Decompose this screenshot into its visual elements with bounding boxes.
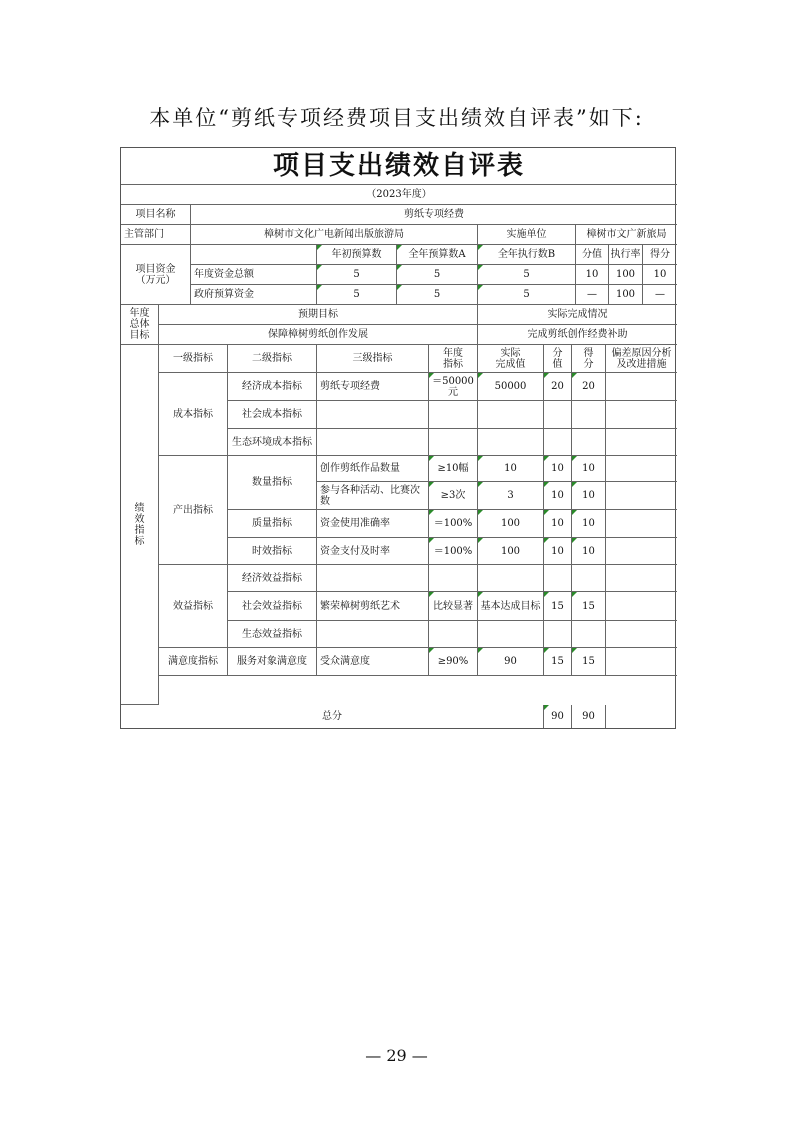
cell-corner-mark	[429, 456, 434, 461]
cell-corner-mark	[429, 510, 434, 515]
level2-indicator	[228, 510, 317, 538]
annual-target-text: ≥3次	[440, 490, 466, 501]
level2-indicator	[228, 429, 317, 456]
level3-indicator-text: 创作剪纸作品数量	[320, 463, 400, 474]
actual-value-text: 3	[507, 490, 514, 501]
level2-indicator-text: 服务对象满意度	[237, 656, 307, 667]
deviation-remark	[606, 621, 677, 648]
level1-indicator	[159, 648, 228, 676]
funds-row-value	[397, 285, 478, 305]
annual-target	[429, 648, 478, 676]
funds-header-0-text: 年初预算数	[331, 249, 382, 260]
funds-label	[121, 245, 191, 305]
funds-header-1	[397, 245, 478, 265]
actual-value-text: 50000	[494, 381, 527, 392]
indicator-header-0-text: 一级指标	[173, 353, 213, 364]
annual-target	[429, 482, 478, 510]
score-text: 10	[582, 545, 595, 557]
annual-target-text: 比较显著	[433, 600, 473, 612]
actual-label-text: 实际完成情况	[547, 309, 608, 320]
score	[572, 482, 606, 510]
table-year	[121, 185, 677, 205]
level2-indicator-text: 数量指标	[252, 477, 292, 488]
level1-indicator-text: 成本指标	[173, 408, 213, 420]
funds-header-0	[317, 245, 397, 265]
cell-corner-mark	[478, 510, 483, 515]
table-year-text: （2023年度）	[366, 189, 432, 200]
cell-corner-mark	[429, 482, 434, 487]
actual-value	[478, 429, 544, 456]
cell-corner-mark	[544, 456, 549, 461]
annual-target-text: ＝100%	[433, 545, 473, 557]
cell-corner-mark	[572, 510, 577, 515]
level1-indicator-text: 满意度指标	[168, 656, 218, 667]
funds-row-value	[643, 265, 677, 285]
deviation-remark	[606, 401, 677, 429]
level2-indicator	[228, 621, 317, 648]
goal-label-text: 年度 总体 目标	[129, 308, 150, 341]
level3-indicator	[317, 648, 429, 676]
actual-value-text: 完成剪纸创作经费补助	[527, 329, 628, 340]
funds-row-value-text: 5	[433, 269, 441, 280]
level3-indicator	[317, 373, 429, 401]
score	[572, 401, 606, 429]
funds-row-value-text: 100	[615, 269, 636, 280]
dept-label	[121, 225, 191, 245]
funds-row-value	[609, 265, 643, 285]
score	[572, 456, 606, 482]
actual-value-text: 基本达成目标	[480, 600, 541, 612]
score-value	[544, 565, 572, 592]
level3-indicator-text: 繁荣樟树剪纸艺术	[320, 600, 400, 612]
level3-indicator	[317, 482, 429, 510]
score	[572, 648, 606, 676]
level2-indicator	[228, 456, 317, 510]
annual-target-text: ＝100%	[433, 518, 473, 529]
cell-corner-mark	[544, 705, 549, 710]
level2-indicator	[228, 565, 317, 592]
score-value	[544, 592, 572, 621]
deviation-remark	[606, 538, 677, 565]
score	[572, 429, 606, 456]
cell-corner-mark	[317, 285, 322, 290]
level3-indicator	[317, 510, 429, 538]
total-label-text: 总分	[322, 711, 342, 722]
expected-label	[159, 305, 478, 325]
level3-indicator-text: 资金使用准确率	[320, 518, 390, 529]
actual-value	[478, 510, 544, 538]
annual-target	[429, 592, 478, 621]
score-value-text: 15	[551, 600, 564, 612]
cell-corner-mark	[478, 456, 483, 461]
level2-indicator-text: 社会效益指标	[242, 600, 302, 612]
score-value-text: 15	[551, 656, 564, 667]
project-name-value	[191, 205, 677, 225]
actual-label	[478, 305, 677, 325]
goal-label	[121, 305, 159, 345]
actual-value	[478, 538, 544, 565]
total-score	[572, 705, 606, 728]
annual-target	[429, 373, 478, 401]
dept-label-text: 主管部门	[124, 229, 164, 240]
indicator-header-6	[572, 345, 606, 373]
actual-value	[478, 482, 544, 510]
funds-row-value-text: 10	[585, 269, 599, 280]
indicator-header-4-text: 实际 完成值	[495, 347, 526, 370]
total-label	[121, 705, 544, 728]
level2-indicator	[228, 373, 317, 401]
level3-indicator	[317, 592, 429, 621]
cell-corner-mark	[397, 265, 402, 270]
annual-target	[429, 401, 478, 429]
impl-value-text: 樟树市文广新旅局	[586, 229, 667, 240]
level2-indicator-text: 经济效益指标	[242, 572, 302, 584]
annual-target	[429, 510, 478, 538]
deviation-remark	[606, 429, 677, 456]
level1-indicator-text: 效益指标	[173, 600, 213, 612]
funds-row-value-text: 5	[353, 289, 360, 300]
score-value	[544, 648, 572, 676]
level1-indicator	[159, 565, 228, 648]
cell-corner-mark	[317, 265, 322, 270]
actual-value-text: 90	[504, 656, 517, 667]
annual-target	[429, 621, 478, 648]
level3-indicator	[317, 456, 429, 482]
level3-indicator-text: 资金支付及时率	[320, 545, 390, 557]
deviation-remark	[606, 592, 677, 621]
cell-corner-mark	[397, 245, 402, 250]
level2-indicator	[228, 592, 317, 621]
score-text: 10	[582, 463, 595, 474]
table-title	[121, 148, 677, 185]
level2-indicator	[228, 648, 317, 676]
actual-value-text: 100	[500, 545, 521, 557]
annual-target	[429, 538, 478, 565]
level3-indicator	[317, 429, 429, 456]
funds-row-value-text: 5	[523, 269, 530, 280]
cell-corner-mark	[572, 592, 577, 597]
level3-indicator-text: 受众满意度	[320, 656, 370, 667]
level3-indicator	[317, 538, 429, 565]
funds-row-value	[576, 285, 609, 305]
funds-header-1-text: 全年预算数A	[408, 249, 466, 260]
total-remark	[606, 705, 677, 728]
actual-value	[478, 648, 544, 676]
funds-row-value-text: —	[655, 289, 665, 300]
impl-label	[478, 225, 576, 245]
funds-row-value	[478, 265, 576, 285]
annual-target-text: ≥90%	[437, 656, 469, 667]
score	[572, 565, 606, 592]
table-title-text: 项目支出绩效自评表	[272, 151, 525, 181]
funds-header-3	[576, 245, 609, 265]
actual-value	[478, 621, 544, 648]
indicator-header-5-text: 分 值	[552, 347, 563, 370]
expected-label-text: 预期目标	[298, 309, 338, 320]
actual-value-text: 100	[500, 518, 521, 529]
level3-indicator	[317, 565, 429, 592]
expected-value	[159, 325, 478, 345]
actual-value	[478, 325, 677, 345]
indicator-header-7	[606, 345, 677, 373]
score-value	[544, 456, 572, 482]
cell-corner-mark	[478, 245, 483, 250]
funds-row-value	[643, 285, 677, 305]
funds-label-text: 项目资金 （万元）	[135, 263, 176, 286]
cell-corner-mark	[478, 373, 483, 378]
expected-value-text: 保障樟树剪纸创作发展	[268, 329, 368, 340]
level1-indicator-text: 产出指标	[173, 504, 213, 516]
score-value	[544, 482, 572, 510]
score	[572, 510, 606, 538]
funds-header-2	[478, 245, 576, 265]
level2-indicator-text: 经济成本指标	[242, 381, 302, 392]
actual-value	[478, 592, 544, 621]
project-name-label-text: 项目名称	[135, 209, 176, 220]
actual-value-text: 10	[504, 463, 517, 474]
cell-corner-mark	[572, 538, 577, 543]
cell-corner-mark	[544, 510, 549, 515]
cell-corner-mark	[544, 538, 549, 543]
level1-indicator	[159, 373, 228, 456]
indicator-header-3	[429, 345, 478, 373]
cell-corner-mark	[478, 648, 483, 653]
funds-row-value	[397, 265, 478, 285]
score-text: 15	[582, 600, 595, 612]
funds-row-label	[191, 265, 317, 285]
funds-row-value-text: 5	[523, 289, 530, 300]
indicator-header-0	[159, 345, 228, 373]
actual-value	[478, 401, 544, 429]
level2-indicator	[228, 401, 317, 429]
indicator-header-1-text: 二级指标	[252, 353, 292, 364]
level3-indicator-text: 剪纸专项经费	[320, 381, 380, 392]
level2-indicator-text: 时效指标	[252, 545, 292, 557]
funds-header-5	[643, 245, 677, 265]
score-value	[544, 373, 572, 401]
project-name-label	[121, 205, 191, 225]
deviation-remark	[606, 565, 677, 592]
level1-indicator	[159, 456, 228, 565]
annual-target-text: ＝50000 元	[432, 375, 474, 398]
performance-table	[120, 147, 676, 729]
actual-value	[478, 373, 544, 401]
score-value-text: 10	[551, 545, 564, 557]
funds-row-label	[191, 285, 317, 305]
level2-indicator-text: 社会成本指标	[242, 409, 302, 420]
score-text: 20	[582, 381, 595, 392]
cell-corner-mark	[317, 245, 322, 250]
total-value-text: 90	[551, 711, 564, 722]
score-value	[544, 510, 572, 538]
score-value-text: 20	[551, 381, 564, 392]
score-value	[544, 538, 572, 565]
funds-row-value-text: —	[587, 289, 597, 300]
indicator-header-2	[317, 345, 429, 373]
page-number: — 29 —	[365, 1046, 428, 1065]
funds-header-blank	[191, 245, 317, 265]
deviation-remark	[606, 482, 677, 510]
impl-label-text: 实施单位	[506, 229, 547, 240]
level3-indicator	[317, 621, 429, 648]
cell-corner-mark	[478, 265, 483, 270]
annual-target	[429, 429, 478, 456]
cell-corner-mark	[572, 482, 577, 487]
score-text: 15	[582, 656, 595, 667]
cell-corner-mark	[429, 592, 434, 597]
funds-row-value-text: 100	[615, 289, 636, 300]
score-value	[544, 401, 572, 429]
funds-row-value	[576, 265, 609, 285]
funds-row-value	[609, 285, 643, 305]
perf-label-text: 绩 效 指 标	[134, 502, 145, 547]
perf-label	[121, 345, 159, 705]
level3-indicator	[317, 401, 429, 429]
cell-corner-mark	[544, 592, 549, 597]
score	[572, 621, 606, 648]
score-value-text: 10	[551, 518, 564, 529]
dept-value-text: 樟树市文化广电新闻出版旅游局	[264, 229, 404, 240]
level2-indicator	[228, 538, 317, 565]
cell-corner-mark	[544, 373, 549, 378]
funds-row-value-text: 5	[433, 289, 441, 300]
funds-row-label-text: 政府预算资金	[194, 289, 254, 300]
cell-corner-mark	[397, 285, 402, 290]
indicator-header-1	[228, 345, 317, 373]
deviation-remark	[606, 373, 677, 401]
intro-text: 本单位“剪纸专项经费项目支出绩效自评表”如下:	[149, 106, 644, 130]
cell-corner-mark	[478, 482, 483, 487]
score-text: 10	[582, 490, 595, 501]
funds-header-5-text: 得分	[650, 249, 670, 260]
annual-target	[429, 565, 478, 592]
funds-row-value-text: 10	[653, 269, 667, 280]
funds-row-label-text: 年度资金总额	[194, 269, 254, 280]
deviation-remark	[606, 510, 677, 538]
actual-value	[478, 456, 544, 482]
funds-row-value-text: 5	[353, 269, 360, 280]
annual-target-text: ≥10幅	[437, 463, 469, 474]
indicator-header-7-text: 偏差原因分析 及改进措施	[611, 347, 672, 370]
deviation-remark	[606, 456, 677, 482]
cell-corner-mark	[478, 592, 483, 597]
score	[572, 592, 606, 621]
annual-target	[429, 456, 478, 482]
cell-corner-mark	[544, 482, 549, 487]
total-value	[544, 705, 572, 728]
cell-corner-mark	[478, 285, 483, 290]
dept-value	[191, 225, 478, 245]
score	[572, 373, 606, 401]
total-score-text: 90	[582, 711, 595, 722]
funds-row-value	[478, 285, 576, 305]
cell-corner-mark	[478, 538, 483, 543]
level3-indicator-text: 参与各种活动、比赛次数	[320, 484, 420, 507]
project-name-value-text: 剪纸专项经费	[404, 209, 464, 220]
indicator-header-2-text: 三级指标	[352, 353, 393, 364]
funds-header-4-text: 执行率	[610, 249, 641, 260]
level2-indicator-text: 质量指标	[252, 518, 292, 529]
funds-header-4	[609, 245, 643, 265]
indicator-header-4	[478, 345, 544, 373]
indicator-header-3-text: 年度 指标	[443, 347, 463, 370]
score-value	[544, 621, 572, 648]
score	[572, 538, 606, 565]
level2-indicator-text: 生态效益指标	[242, 628, 302, 640]
deviation-remark	[606, 648, 677, 676]
funds-header-2-text: 全年执行数B	[497, 249, 556, 260]
funds-row-value	[317, 265, 397, 285]
score-text: 10	[582, 518, 595, 529]
cell-corner-mark	[429, 648, 434, 653]
cell-corner-mark	[429, 373, 434, 378]
actual-value	[478, 565, 544, 592]
funds-header-3-text: 分值	[582, 249, 602, 260]
impl-value	[576, 225, 677, 245]
score-value-text: 10	[551, 490, 564, 501]
cell-corner-mark	[572, 456, 577, 461]
cell-corner-mark	[572, 373, 577, 378]
level2-indicator-text: 生态环境成本指标	[232, 436, 312, 448]
indicator-header-5	[544, 345, 572, 373]
cell-corner-mark	[429, 538, 434, 543]
indicator-header-6-text: 得 分	[583, 347, 594, 370]
score-value	[544, 429, 572, 456]
cell-corner-mark	[572, 648, 577, 653]
funds-row-value	[317, 285, 397, 305]
cell-corner-mark	[544, 648, 549, 653]
score-value-text: 10	[551, 463, 564, 474]
